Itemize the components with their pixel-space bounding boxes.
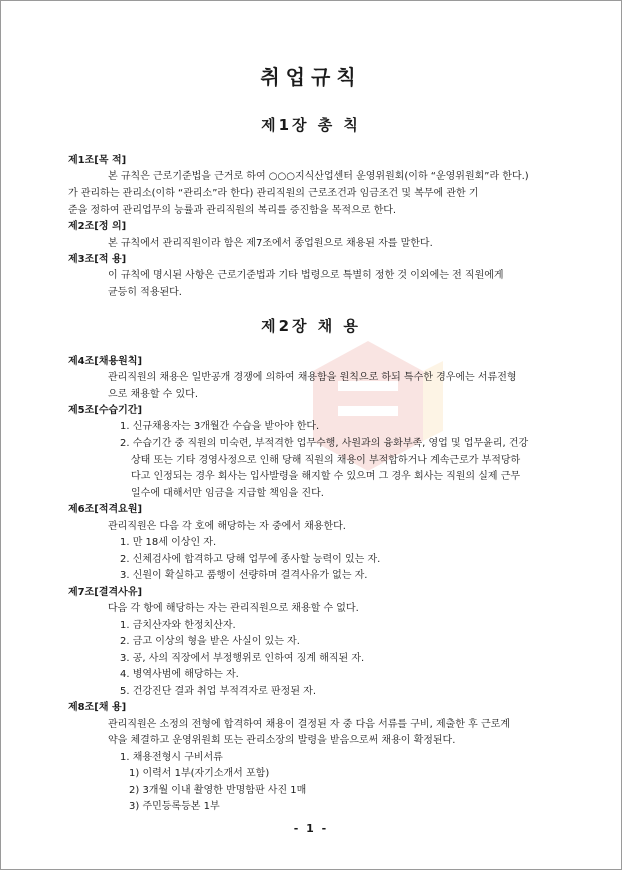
- article-7-text: 다음 각 항에 해당하는 자는 관리직원으로 채용할 수 없다.: [108, 603, 359, 614]
- article-7-item: 3. 공, 사의 직장에서 부정행위로 인하여 징계 해직된 자.: [120, 653, 365, 664]
- article-7-item: 5. 건강진단 결과 취업 부적격자로 판정된 자.: [120, 686, 317, 697]
- article-8-subitem: 3) 주민등록등본 1부: [129, 801, 220, 812]
- page-number: - 1 -: [293, 822, 329, 835]
- article-2-text: 본 규칙에서 관리직원이라 함은 제7조에서 종업원으로 채용된 자를 말한다.: [108, 238, 433, 249]
- article-5-item: 다고 인정되는 경우 회사는 입사발령을 해지할 수 있으며 그 경우 회사는 직원의 실제 근무: [131, 471, 521, 482]
- article-8-heading: 제8조[채 용]: [68, 702, 127, 713]
- article-5-item: 일수에 대해서만 임금을 지급할 책임을 진다.: [131, 488, 324, 499]
- article-1-text: 본 규칙은 근로기준법을 근거로 하여 ○○○지식산업센터 운영위원회(이하 “운영위원회”라 한다.): [108, 171, 529, 182]
- article-5-heading: 제5조[수습기간]: [68, 405, 143, 416]
- article-1-text: 가 관리하는 관리소(이하 “관리소”라 한다) 관리직원의 근로조건과 임금조건 및 복무에 관한 기: [68, 188, 479, 199]
- chapter-1-heading: 제1장 총 칙: [261, 116, 361, 134]
- article-8-item: 1. 채용전형시 구비서류: [120, 752, 223, 763]
- article-7-item: 2. 금고 이상의 형을 받은 사실이 있는 자.: [120, 636, 300, 647]
- article-6-item: 2. 신체검사에 합격하고 당해 업무에 종사할 능력이 있는 자.: [120, 554, 381, 565]
- article-8-text: 관리직원은 소정의 전형에 합격하여 채용이 결정된 자 중 다음 서류를 구비, 제출한 후 근로계: [108, 719, 510, 730]
- chapter-2-heading: 제2장 채 용: [261, 317, 361, 335]
- article-7-item: 4. 병역사범에 해당하는 자.: [120, 669, 239, 680]
- article-7-item: 1. 금치산자와 한정치산자.: [120, 620, 236, 631]
- article-5-item: 1. 신규채용자는 3개월간 수습을 받아야 한다.: [120, 421, 320, 432]
- article-8-text: 약을 체결하고 운영위원회 또는 관리소장의 발령을 받음으로써 채용이 확정된다.: [108, 735, 456, 746]
- article-6-item: 1. 만 18세 이상인 자.: [120, 537, 217, 548]
- article-6-heading: 제6조[적격요원]: [68, 504, 143, 515]
- article-4-text: 으로 채용할 수 있다.: [108, 389, 198, 400]
- article-1-heading: 제1조[목 적]: [68, 155, 127, 166]
- article-3-text: 균등히 적용된다.: [108, 287, 182, 298]
- article-8-subitem: 1) 이력서 1부(자기소개서 포함): [129, 768, 270, 779]
- article-6-text: 관리직원은 다음 각 호에 해당하는 자 중에서 채용한다.: [108, 521, 346, 532]
- article-4-text: 관리직원의 채용은 일반공개 경쟁에 의하여 채용함을 원칙으로 하되 특수한 경우에는 서류전형: [108, 372, 517, 383]
- article-8-subitem: 2) 3개월 이내 촬영한 반명함판 사진 1매: [129, 785, 307, 796]
- article-2-heading: 제2조[정 의]: [68, 221, 127, 232]
- article-5-item: 2. 수습기간 중 직원의 미숙련, 부적격한 업무수행, 사원과의 융화부족, 영업 및 업무윤리, 건강: [120, 438, 529, 449]
- article-1-text: 준을 정하여 관리업무의 능률과 관리직원의 복리를 증진함을 목적으로 한다.: [68, 205, 397, 216]
- article-5-item: 상태 또는 기타 경영사정으로 인해 당해 직원의 채용이 부적합하거나 계속근로가 부적당하: [131, 455, 521, 466]
- article-6-item: 3. 신원이 확실하고 품행이 선량하며 결격사유가 없는 자.: [120, 570, 368, 581]
- article-3-text: 이 규칙에 명시된 사항은 근로기준법과 기타 법령으로 특별히 정한 것 이외에는 전 직원에게: [108, 270, 504, 281]
- article-7-heading: 제7조[결격사유]: [68, 587, 143, 598]
- document-title: 취업규칙: [260, 65, 362, 89]
- article-3-heading: 제3조[적 용]: [68, 254, 127, 265]
- article-4-heading: 제4조[채용원칙]: [68, 356, 143, 367]
